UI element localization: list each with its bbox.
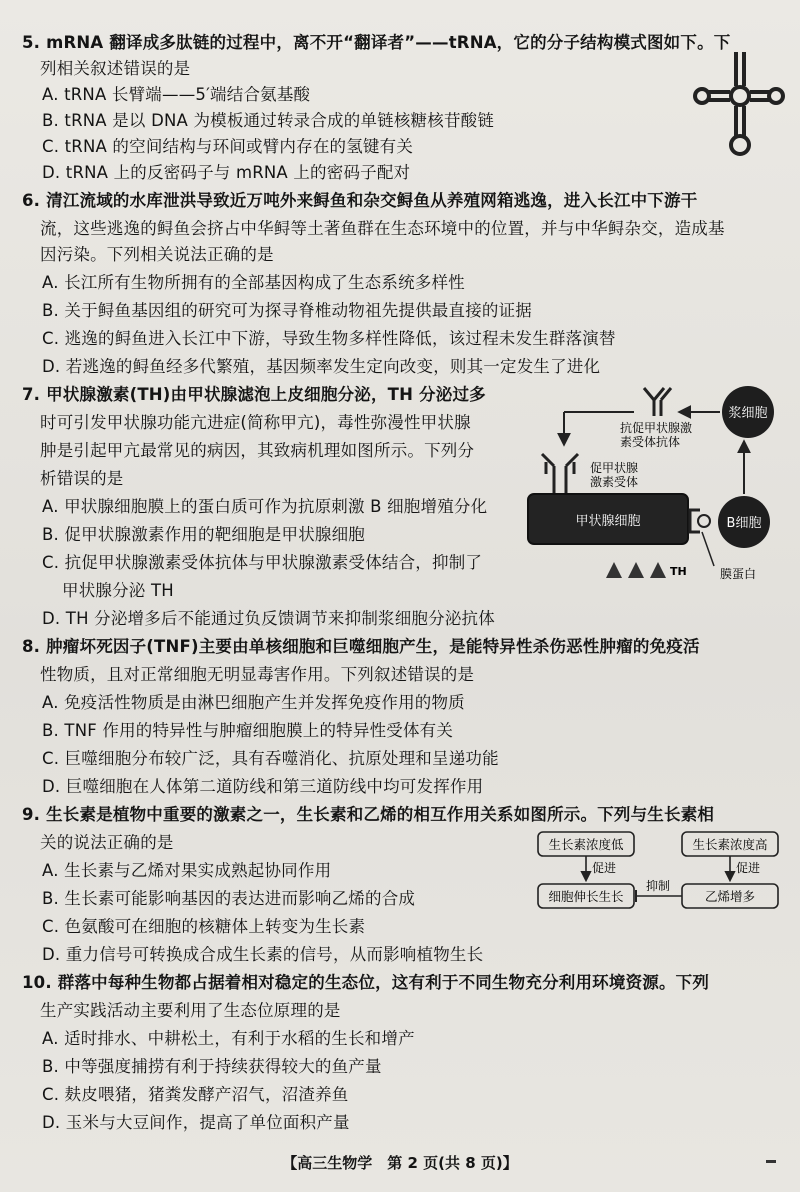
page-footer: 【高三生物学 第 2 页(共 8 页)】 xyxy=(282,1154,518,1172)
inhibit-label: 抑制 xyxy=(645,879,671,893)
cell-elongation-label: 细胞伸长生长 xyxy=(548,889,624,904)
th-triangle-1 xyxy=(606,562,622,578)
q9-stem-line-2: 关的说法正确的是 xyxy=(40,833,174,852)
q6-option-a: A. 长江所有生物所拥有的全部基因构成了生态系统多样性 xyxy=(42,273,465,292)
q5-option-d: D. tRNA 上的反密码子与 mRNA 上的密码子配对 xyxy=(42,163,411,182)
plasma-cell-label: 浆细胞 xyxy=(728,406,768,421)
q5-stem-line-2: 列相关叙述错误的是 xyxy=(40,59,191,78)
auxin-ethylene-diagram xyxy=(532,828,794,912)
tsh-receptor-label-line-1: 促甲状腺 xyxy=(590,461,639,475)
membrane-protein-binding-icon xyxy=(698,515,710,527)
q10-option-c: C. 麸皮喂猪，猪粪发酵产沼气，沼渣养鱼 xyxy=(42,1085,349,1104)
promote-label-2: 促进 xyxy=(736,861,761,875)
q7-option-d: D. TH 分泌增多后不能通过负反馈调节来抑制浆细胞分泌抗体 xyxy=(42,609,495,628)
b-cell-label: B细胞 xyxy=(726,516,762,531)
q8-option-c: C. 巨噬细胞分布较广泛，具有吞噬消化、抗原处理和呈递功能 xyxy=(42,749,499,768)
q8-option-b: B. TNF 作用的特异性与肿瘤细胞膜上的特异性受体有关 xyxy=(42,721,454,740)
thyroid-cell-label: 甲状腺细胞 xyxy=(575,514,641,529)
q5-stem-line-1: 5. mRNA 翻译成多肽链的过程中，离不开“翻译者”——tRNA，它的分子结构模式图如下。下 xyxy=(22,33,731,52)
q5-option-b: B. tRNA 是以 DNA 为模板通过转录合成的单链核糖核苷酸链 xyxy=(42,111,495,130)
antibody-label-line-2: 素受体抗体 xyxy=(620,435,681,449)
antibody-label-line-1: 抗促甲状腺激 xyxy=(620,421,693,435)
q8-option-d: D. 巨噬细胞在人体第二道防线和第三道防线中均可发挥作用 xyxy=(42,777,484,796)
low-auxin-label: 生长素浓度低 xyxy=(548,837,624,852)
q6-option-d: D. 若逃逸的鲟鱼经多代繁殖，基因频率发生定向改变，则其一定发生了进化 xyxy=(42,357,601,376)
graves-mechanism-diagram xyxy=(524,382,796,590)
tsh-receptor-label-line-2: 激素受体 xyxy=(590,475,639,489)
high-auxin-label: 生长素浓度高 xyxy=(692,837,768,852)
q5-option-c: C. tRNA 的空间结构与环间或臂内存在的氢键有关 xyxy=(42,137,414,156)
q8-stem-line-1: 8. 肿瘤坏死因子(TNF)主要由单核细胞和巨噬细胞产生，是能特异性杀伤恶性肿瘤的免疫活 xyxy=(22,637,700,656)
q6-stem-line-1: 6. 清江流域的水库泄洪导致近万吨外来鲟鱼和杂交鲟鱼从养殖网箱逃逸，进入长江中下游干 xyxy=(22,191,698,210)
q8-stem-line-2: 性物质，且对正常细胞无明显毒害作用。下列叙述错误的是 xyxy=(40,665,475,684)
q10-option-a: A. 适时排水、中耕松土，有利于水稻的生长和增产 xyxy=(42,1029,415,1048)
th-triangle-2 xyxy=(628,562,644,578)
q7-option-c: C. 抗促甲状腺激素受体抗体与甲状腺激素受体结合，抑制了 xyxy=(42,553,483,572)
q7-stem-line-1: 7. 甲状腺激素(TH)由甲状腺滤泡上皮细胞分泌，TH 分泌过多 xyxy=(22,385,486,404)
q6-option-b: B. 关于鲟鱼基因组的研究可为探寻脊椎动物祖先提供最直接的证据 xyxy=(42,301,533,320)
q7-option-b: B. 促甲状腺激素作用的靶细胞是甲状腺细胞 xyxy=(42,525,366,544)
q10-stem-line-1: 10. 群落中每种生物都占据着相对稳定的生态位，这有利于不同生物充分利用环境资源。下列 xyxy=(22,973,710,992)
q8-option-a: A. 免疫活性物质是由淋巴细胞产生并发挥免疫作用的物质 xyxy=(42,693,465,712)
q10-option-d: D. 玉米与大豆间作，提高了单位面积产量 xyxy=(42,1113,350,1132)
q10-option-b: B. 中等强度捕捞有利于持续获得较大的鱼产量 xyxy=(42,1057,382,1076)
q7-stem-line-2: 时可引发甲状腺功能亢进症(简称甲亢)，毒性弥漫性甲状腺 xyxy=(40,413,471,432)
q9-stem-line-1: 9. 生长素是植物中重要的激素之一，生长素和乙烯的相互作用关系如图所示。下列与生长素相 xyxy=(22,805,715,824)
q6-option-c: C. 逃逸的鲟鱼进入长江中下游，导致生物多样性降低，该过程未发生群落演替 xyxy=(42,329,616,348)
membrane-protein-label: 膜蛋白 xyxy=(720,567,757,581)
q7-stem-line-4: 析错误的是 xyxy=(40,469,124,488)
q9-option-b: B. 生长素可能影响基因的表达进而影响乙烯的合成 xyxy=(42,889,416,908)
q9-option-c: C. 色氨酸可在细胞的核糖体上转变为生长素 xyxy=(42,917,366,936)
q5-option-a: A. tRNA 长臂端——5′端结合氨基酸 xyxy=(42,85,311,104)
q6-stem-line-2: 流，这些逃逸的鲟鱼会挤占中华鲟等土著鱼群在生态环境中的位置，并与中华鲟杂交，造成基 xyxy=(40,219,725,238)
q7-option-c-cont: 甲状腺分泌 TH xyxy=(62,581,174,600)
ethylene-label: 乙烯增多 xyxy=(704,889,756,904)
promote-label-1: 促进 xyxy=(592,861,617,875)
receptor-icon xyxy=(542,454,578,494)
trna-cloverleaf-diagram xyxy=(690,48,790,168)
th-label: TH xyxy=(670,565,687,578)
q7-option-a: A. 甲状腺细胞膜上的蛋白质可作为抗原刺激 B 细胞增殖分化 xyxy=(42,497,488,516)
q10-stem-line-2: 生产实践活动主要利用了生态位原理的是 xyxy=(40,1001,341,1020)
q6-stem-line-3: 因污染。下列相关说法正确的是 xyxy=(40,245,274,264)
q9-option-d: D. 重力信号可转换成合成生长素的信号，从而影响植物生长 xyxy=(42,945,484,964)
antibody-icon xyxy=(644,388,671,416)
th-triangle-3 xyxy=(650,562,666,578)
corner-mark xyxy=(766,1160,776,1163)
q7-stem-line-3: 肿是引起甲亢最常见的病因，其致病机理如图所示。下列分 xyxy=(40,441,475,460)
q9-option-a: A. 生长素与乙烯对果实成熟起协同作用 xyxy=(42,861,332,880)
membrane-protein-pointer xyxy=(702,532,714,566)
